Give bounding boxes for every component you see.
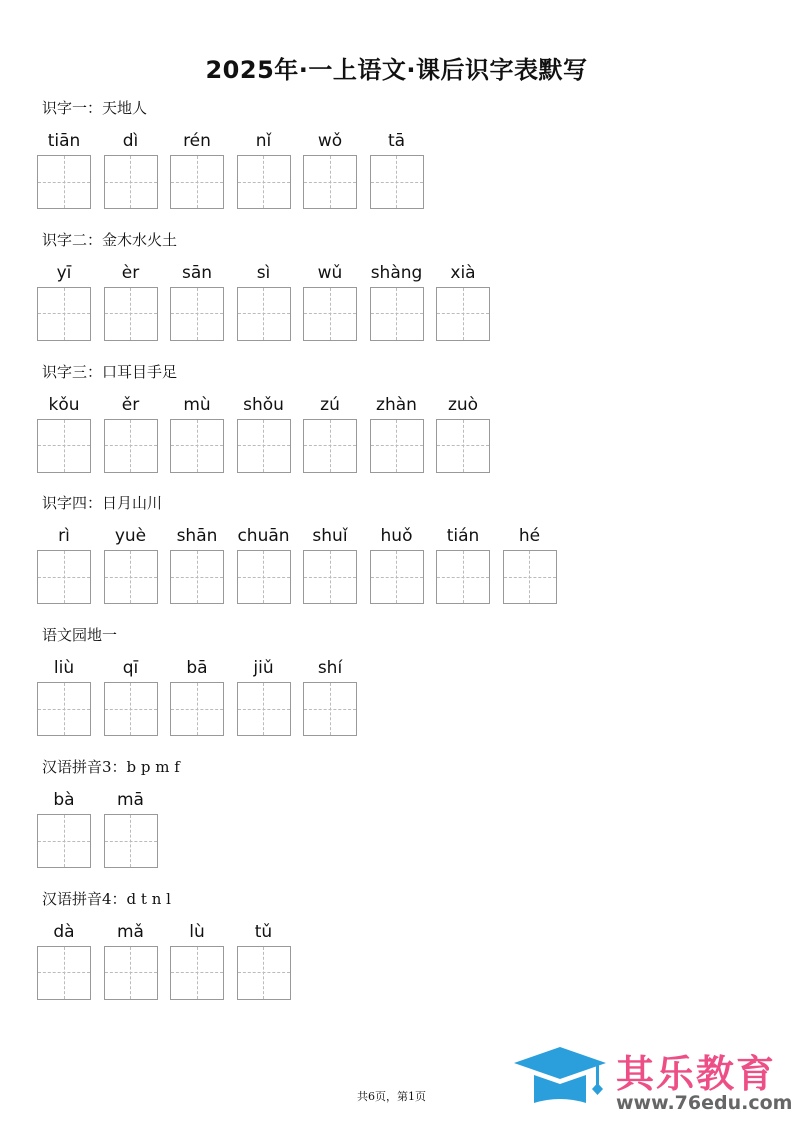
writing-grid-box[interactable] [104, 682, 158, 736]
logo-url: www.76edu.com [616, 1092, 793, 1114]
character-cell [370, 130, 424, 209]
writing-grid-box[interactable] [37, 419, 91, 473]
character-cell [37, 789, 91, 868]
pinyin-label: tiān [47, 131, 81, 151]
writing-grid-box[interactable] [303, 550, 357, 604]
character-cell [104, 262, 158, 341]
page-number: 共6页，第1页 [357, 1090, 426, 1103]
section-heading: 识字二：金木水火土 [42, 230, 178, 249]
writing-grid-box[interactable] [370, 419, 424, 473]
pinyin-label: xià [450, 262, 476, 283]
section [0, 755, 793, 887]
character-cell [237, 394, 291, 473]
character-cell [37, 130, 91, 209]
writing-grid-box[interactable] [104, 946, 158, 1000]
pinyin-label: zhàn [376, 394, 417, 415]
graduation-cap-icon [512, 1043, 612, 1115]
pinyin-label: jiǔ [253, 658, 274, 679]
character-cell [237, 130, 291, 209]
writing-grid-box[interactable] [170, 550, 224, 604]
character-cell [170, 130, 224, 209]
section-heading: 汉语拼音3：b p m f [42, 758, 180, 776]
character-cell [303, 130, 357, 209]
character-cell [237, 657, 291, 736]
pinyin-label: tā [387, 131, 406, 151]
character-cell [370, 262, 424, 341]
pinyin-label: lù [189, 921, 205, 942]
writing-grid-box[interactable] [237, 287, 291, 341]
character-cell [436, 262, 490, 341]
character-cell [303, 394, 357, 473]
pinyin-label: yuè [114, 526, 147, 547]
pinyin-label: liù [53, 658, 75, 679]
writing-grid-box[interactable] [170, 946, 224, 1000]
pinyin-label: tǔ [254, 921, 273, 942]
writing-grid-box[interactable] [170, 155, 224, 209]
section-heading: 识字四：日月山川 [42, 494, 163, 513]
writing-grid-box[interactable] [37, 682, 91, 736]
pinyin-label: yī [56, 262, 72, 283]
pinyin-label: mā [117, 790, 144, 810]
character-cell [170, 394, 224, 473]
pinyin-label: zú [320, 394, 340, 415]
character-cell [170, 525, 224, 604]
section [0, 887, 793, 1019]
writing-grid-box[interactable] [370, 155, 424, 209]
writing-grid-box[interactable] [237, 419, 291, 473]
pinyin-label: zuò [447, 394, 479, 415]
writing-grid-box[interactable] [303, 419, 357, 473]
section [0, 360, 793, 492]
pinyin-label: ěr [121, 394, 140, 415]
character-cell [237, 921, 291, 1000]
character-cell [170, 262, 224, 341]
pinyin-label: bà [53, 790, 75, 810]
pinyin-label: rì [58, 526, 70, 547]
writing-grid-box[interactable] [37, 946, 91, 1000]
pinyin-label: kǒu [48, 394, 80, 415]
character-cell [303, 262, 357, 341]
writing-grid-box[interactable] [37, 550, 91, 604]
pinyin-label: dì [122, 131, 139, 151]
writing-grid-box[interactable] [237, 550, 291, 604]
writing-grid-box[interactable] [170, 287, 224, 341]
pinyin-label: hé [518, 526, 541, 547]
writing-grid-box[interactable] [503, 550, 557, 604]
writing-grid-box[interactable] [436, 550, 490, 604]
writing-grid-box[interactable] [37, 814, 91, 868]
pinyin-label: shǒu [243, 394, 284, 415]
character-cell [37, 262, 91, 341]
writing-grid-box[interactable] [237, 946, 291, 1000]
section-heading: 语文园地一 [42, 626, 118, 645]
pinyin-label: bā [186, 658, 208, 679]
character-cell [104, 789, 158, 868]
writing-grid-box[interactable] [104, 287, 158, 341]
pinyin-label: huǒ [380, 526, 413, 547]
section [0, 623, 793, 755]
character-cell [303, 525, 357, 604]
character-cell [303, 657, 357, 736]
section [0, 491, 793, 623]
character-cell [104, 657, 158, 736]
pinyin-label: tián [446, 526, 480, 547]
pinyin-label: shàng [370, 262, 423, 283]
pinyin-label: wǒ [317, 131, 343, 151]
pinyin-label: sān [181, 262, 213, 283]
character-cell [170, 921, 224, 1000]
pinyin-label: shān [176, 526, 218, 547]
pinyin-label: dà [53, 921, 75, 942]
character-cell [237, 262, 291, 341]
section-heading: 汉语拼音4：d t n l [42, 889, 171, 908]
character-cell [37, 525, 91, 604]
pinyin-label: chuān [237, 526, 290, 547]
writing-grid-box[interactable] [104, 419, 158, 473]
pinyin-label: rén [183, 131, 211, 151]
section-heading: 识字三：口耳目手足 [42, 362, 178, 381]
character-cell [104, 130, 158, 209]
pinyin-label: wǔ [317, 262, 343, 283]
writing-grid-box[interactable] [436, 419, 490, 473]
character-cell [104, 921, 158, 1000]
logo-name: 其乐教育 [616, 1052, 777, 1096]
character-cell [104, 525, 158, 604]
writing-grid-box[interactable] [370, 287, 424, 341]
page-title: 2025年·一上语文·课后识字表默写 [205, 56, 588, 84]
character-cell [170, 657, 224, 736]
writing-grid-box[interactable] [370, 550, 424, 604]
writing-grid-box[interactable] [303, 155, 357, 209]
character-cell [436, 394, 490, 473]
character-cell [503, 525, 557, 604]
writing-grid-box[interactable] [37, 287, 91, 341]
writing-grid-box[interactable] [37, 155, 91, 209]
writing-grid-box[interactable] [237, 682, 291, 736]
character-cell [37, 657, 91, 736]
writing-grid-box[interactable] [104, 155, 158, 209]
pinyin-label: qī [122, 658, 139, 679]
pinyin-label: mù [183, 394, 211, 415]
writing-grid-box[interactable] [237, 155, 291, 209]
writing-grid-box[interactable] [170, 682, 224, 736]
writing-grid-box[interactable] [170, 419, 224, 473]
section [0, 96, 793, 228]
pinyin-label: sì [256, 262, 271, 283]
character-cell [370, 394, 424, 473]
writing-grid-box[interactable] [303, 682, 357, 736]
pinyin-label: shuǐ [312, 526, 348, 547]
writing-grid-box[interactable] [436, 287, 490, 341]
character-cell [37, 921, 91, 1000]
logo [512, 1043, 792, 1115]
section [0, 228, 793, 360]
writing-grid-box[interactable] [104, 550, 158, 604]
pinyin-label: mǎ [117, 921, 144, 942]
character-cell [370, 525, 424, 604]
section-heading: 识字一：天地人 [42, 99, 148, 117]
character-cell [237, 525, 291, 604]
character-cell [37, 394, 91, 473]
writing-grid-box[interactable] [104, 814, 158, 868]
pinyin-label: nǐ [255, 131, 272, 151]
pinyin-label: shí [317, 658, 343, 679]
pinyin-label: èr [121, 262, 140, 283]
writing-grid-box[interactable] [303, 287, 357, 341]
character-cell [104, 394, 158, 473]
character-cell [436, 525, 490, 604]
